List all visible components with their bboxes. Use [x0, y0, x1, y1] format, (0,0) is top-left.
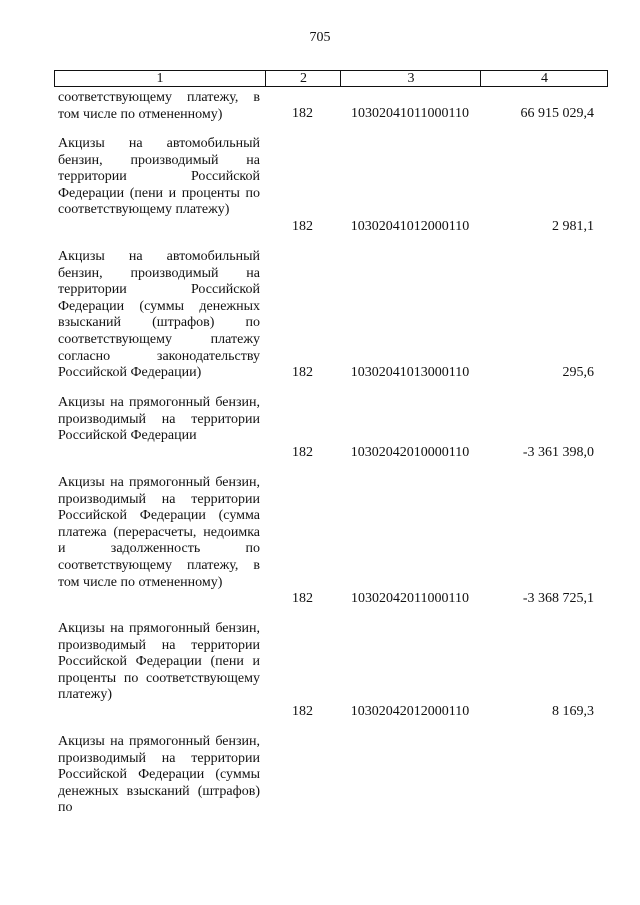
- row-0-kbk: 10302041011000110: [351, 106, 469, 121]
- header-col-2: 2: [265, 71, 341, 86]
- row-2-kbk: 10302041013000110: [350, 365, 470, 380]
- row-4-description: Акцизы на прямогонный бензин, производимый на территории Российской Федерации (сумма платежа (перерасчеты, недоимка и задолженность по соответствующему платежу, в том числе по отмененному): [58, 475, 260, 590]
- row-3-description: Акцизы на прямогонный бензин, производимый на территории Российской Федерации: [58, 395, 260, 444]
- row-1-description: Акцизы на автомобильный бензин, производимый на территории Российской Федерации (пени и проценты по соответствующему платежу): [58, 136, 260, 218]
- row-5-admin-code: 182: [292, 704, 313, 719]
- page-number: 705: [309, 30, 331, 45]
- row-4-kbk: 10302042011000110: [351, 591, 469, 606]
- row-3-amount: -3 361 398,0: [522, 445, 594, 460]
- row-4-admin-code: 182: [292, 591, 313, 606]
- row-3-admin-code: 182: [292, 445, 313, 460]
- row-5-description: Акцизы на прямогонный бензин, производимый на территории Российской Федерации (пени и проценты по соответствующему платежу): [58, 621, 260, 703]
- row-2-admin-code: 182: [292, 365, 313, 380]
- row-5-amount: 8 169,3: [552, 704, 594, 719]
- row-2-description: Акцизы на автомобильный бензин, производимый на территории Российской Федерации (суммы денежных взысканий (штрафов) по соответствующему платежу согласно законодательству Российской Федерации): [58, 249, 260, 381]
- row-6-description: Акцизы на прямогонный бензин, производимый на территории Российской Федерации (суммы денежных взысканий (штрафов) по: [58, 734, 260, 816]
- row-1-kbk: 10302041012000110: [350, 219, 470, 234]
- header-col-3: 3: [340, 71, 481, 86]
- row-3-kbk: 10302042010000110: [350, 445, 470, 460]
- row-0-amount: 66 915 029,4: [520, 106, 594, 121]
- header-col-1: 1: [156, 71, 164, 86]
- row-4-amount: -3 368 725,1: [522, 591, 594, 606]
- row-1-amount: 2 981,1: [552, 219, 594, 234]
- row-2-amount: 295,6: [562, 365, 594, 380]
- header-col-4: 4: [480, 71, 608, 86]
- row-0-admin-code: 182: [292, 106, 313, 121]
- row-0-description: соответствующему платежу, в том числе по отмененному): [58, 90, 260, 122]
- row-5-kbk: 10302042012000110: [350, 704, 470, 719]
- table-header: [54, 70, 608, 87]
- row-1-admin-code: 182: [292, 219, 313, 234]
